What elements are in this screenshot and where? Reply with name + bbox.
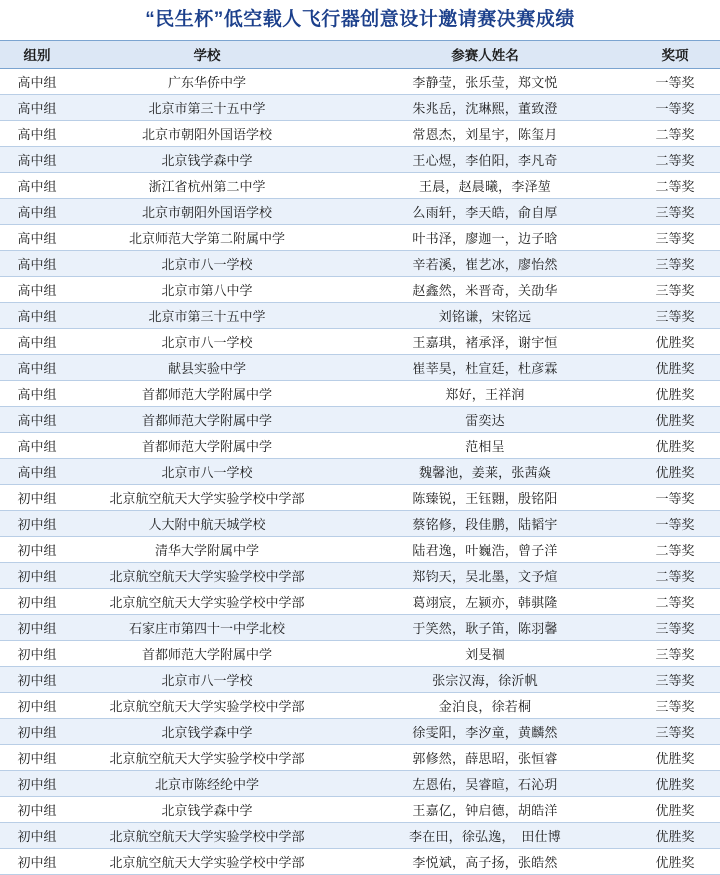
cell-school: 北京市第三十五中学 bbox=[74, 94, 340, 120]
cell-award: 优胜奖 bbox=[630, 380, 720, 406]
cell-award: 三等奖 bbox=[630, 198, 720, 224]
table-row bbox=[0, 224, 720, 250]
cell-names: 赵鑫然，米晋奇，关劭华 bbox=[340, 276, 630, 302]
cell-school: 北京市陈经纶中学 bbox=[74, 770, 340, 796]
cell-group: 初中组 bbox=[0, 848, 74, 874]
table-row bbox=[0, 328, 720, 354]
cell-group: 初中组 bbox=[0, 536, 74, 562]
cell-award: 三等奖 bbox=[630, 276, 720, 302]
cell-award: 二等奖 bbox=[630, 588, 720, 614]
table-row bbox=[0, 146, 720, 172]
cell-group: 高中组 bbox=[0, 198, 74, 224]
cell-school: 北京市第八中学 bbox=[74, 276, 340, 302]
cell-names: 王嘉亿，钟启德，胡皓洋 bbox=[340, 796, 630, 822]
cell-names: 魏馨池，姜莱，张茜焱 bbox=[340, 458, 630, 484]
results-table bbox=[0, 40, 720, 875]
table-row bbox=[0, 536, 720, 562]
cell-award: 二等奖 bbox=[630, 146, 720, 172]
cell-group: 初中组 bbox=[0, 796, 74, 822]
cell-group: 高中组 bbox=[0, 146, 74, 172]
cell-school: 北京市八一学校 bbox=[74, 328, 340, 354]
cell-school: 北京航空航天大学实验学校中学部 bbox=[74, 562, 340, 588]
table-row bbox=[0, 484, 720, 510]
cell-group: 初中组 bbox=[0, 640, 74, 666]
table-body bbox=[0, 68, 720, 874]
cell-school: 首都师范大学附属中学 bbox=[74, 432, 340, 458]
cell-school: 清华大学附属中学 bbox=[74, 536, 340, 562]
cell-award: 三等奖 bbox=[630, 614, 720, 640]
cell-school: 献县实验中学 bbox=[74, 354, 340, 380]
cell-names: 徐雯阳，李汐童，黄麟然 bbox=[340, 718, 630, 744]
cell-school: 北京钱学森中学 bbox=[74, 146, 340, 172]
cell-names: 王心煜，李伯阳，李凡奇 bbox=[340, 146, 630, 172]
table-row bbox=[0, 94, 720, 120]
cell-group: 高中组 bbox=[0, 458, 74, 484]
cell-group: 高中组 bbox=[0, 328, 74, 354]
table-row bbox=[0, 666, 720, 692]
table-row bbox=[0, 692, 720, 718]
cell-group: 高中组 bbox=[0, 250, 74, 276]
table-row bbox=[0, 588, 720, 614]
cell-group: 初中组 bbox=[0, 770, 74, 796]
page-title: “民生杯”低空载人飞行器创意设计邀请赛决赛成绩 bbox=[145, 9, 575, 30]
cell-names: 张宗汉海，徐沂帆 bbox=[340, 666, 630, 692]
table-header-row bbox=[0, 40, 720, 68]
cell-group: 初中组 bbox=[0, 614, 74, 640]
cell-award: 三等奖 bbox=[630, 640, 720, 666]
cell-award: 三等奖 bbox=[630, 302, 720, 328]
cell-school: 人大附中航天城学校 bbox=[74, 510, 340, 536]
table-row bbox=[0, 770, 720, 796]
cell-school: 北京钱学森中学 bbox=[74, 718, 340, 744]
table-row bbox=[0, 68, 720, 94]
cell-names: 叶书泽，廖迦一，边子晗 bbox=[340, 224, 630, 250]
cell-award: 二等奖 bbox=[630, 172, 720, 198]
cell-group: 高中组 bbox=[0, 276, 74, 302]
cell-group: 高中组 bbox=[0, 172, 74, 198]
table-row bbox=[0, 744, 720, 770]
cell-school: 北京航空航天大学实验学校中学部 bbox=[74, 744, 340, 770]
cell-award: 三等奖 bbox=[630, 692, 720, 718]
cell-award: 优胜奖 bbox=[630, 328, 720, 354]
cell-school: 北京市八一学校 bbox=[74, 666, 340, 692]
cell-school: 石家庄市第四十一中学北校 bbox=[74, 614, 340, 640]
cell-names: 崔莘昊，杜宣廷，杜彦霖 bbox=[340, 354, 630, 380]
cell-school: 首都师范大学附属中学 bbox=[74, 380, 340, 406]
cell-award: 优胜奖 bbox=[630, 406, 720, 432]
cell-award: 优胜奖 bbox=[630, 848, 720, 874]
table-row bbox=[0, 406, 720, 432]
cell-award: 优胜奖 bbox=[630, 770, 720, 796]
table-row bbox=[0, 432, 720, 458]
cell-names: 郭修然，薛思昭，张恒睿 bbox=[340, 744, 630, 770]
cell-school: 北京市第三十五中学 bbox=[74, 302, 340, 328]
cell-names: 范相呈 bbox=[340, 432, 630, 458]
cell-award: 优胜奖 bbox=[630, 744, 720, 770]
table-row bbox=[0, 354, 720, 380]
cell-group: 初中组 bbox=[0, 510, 74, 536]
cell-names: 刘旻祻 bbox=[340, 640, 630, 666]
cell-school: 北京航空航天大学实验学校中学部 bbox=[74, 848, 340, 874]
cell-award: 二等奖 bbox=[630, 120, 720, 146]
table-row bbox=[0, 848, 720, 874]
cell-group: 高中组 bbox=[0, 380, 74, 406]
table-header bbox=[0, 40, 720, 68]
cell-group: 初中组 bbox=[0, 484, 74, 510]
cell-award: 二等奖 bbox=[630, 562, 720, 588]
cell-names: 辛若溪，崔艺冰，廖怡然 bbox=[340, 250, 630, 276]
cell-group: 高中组 bbox=[0, 432, 74, 458]
cell-names: 常恩杰，刘星宇，陈玺月 bbox=[340, 120, 630, 146]
cell-names: 郑钧天，吴北墨，文予煊 bbox=[340, 562, 630, 588]
cell-names: 陈臻锐，王钰翾，殷铭阳 bbox=[340, 484, 630, 510]
table-row bbox=[0, 120, 720, 146]
cell-names: 葛翊宸，左颍亦，韩骐隆 bbox=[340, 588, 630, 614]
table-row bbox=[0, 510, 720, 536]
cell-award: 优胜奖 bbox=[630, 796, 720, 822]
cell-school: 北京市朝阳外国语学校 bbox=[74, 120, 340, 146]
cell-school: 浙江省杭州第二中学 bbox=[74, 172, 340, 198]
cell-names: 朱兆岳，沈琳熙，董致澄 bbox=[340, 94, 630, 120]
column-header-names: 参赛人姓名 bbox=[340, 40, 630, 68]
table-row bbox=[0, 250, 720, 276]
cell-names: 蔡铭修，段佳鹏，陆韬宇 bbox=[340, 510, 630, 536]
cell-school: 北京钱学森中学 bbox=[74, 796, 340, 822]
cell-names: 雷奕达 bbox=[340, 406, 630, 432]
cell-school: 北京师范大学第二附属中学 bbox=[74, 224, 340, 250]
cell-names: 么雨轩，李天皓，俞自厚 bbox=[340, 198, 630, 224]
table-row bbox=[0, 198, 720, 224]
cell-award: 优胜奖 bbox=[630, 432, 720, 458]
cell-school: 北京市朝阳外国语学校 bbox=[74, 198, 340, 224]
cell-names: 陆君逸，叶巍浩，曾子洋 bbox=[340, 536, 630, 562]
table-row bbox=[0, 302, 720, 328]
table-row bbox=[0, 640, 720, 666]
cell-school: 广东华侨中学 bbox=[74, 68, 340, 94]
cell-school: 北京航空航天大学实验学校中学部 bbox=[74, 588, 340, 614]
cell-names: 左恩佑，吴睿暄，石沁玥 bbox=[340, 770, 630, 796]
cell-names: 郑好，王祥润 bbox=[340, 380, 630, 406]
cell-award: 优胜奖 bbox=[630, 458, 720, 484]
cell-school: 北京航空航天大学实验学校中学部 bbox=[74, 692, 340, 718]
table-row bbox=[0, 718, 720, 744]
table-row bbox=[0, 796, 720, 822]
cell-names: 李在田，徐弘逸， 田仕博 bbox=[340, 822, 630, 848]
cell-group: 高中组 bbox=[0, 68, 74, 94]
table-row bbox=[0, 380, 720, 406]
cell-school: 首都师范大学附属中学 bbox=[74, 640, 340, 666]
cell-award: 一等奖 bbox=[630, 94, 720, 120]
table-row bbox=[0, 562, 720, 588]
cell-school: 北京航空航天大学实验学校中学部 bbox=[74, 484, 340, 510]
cell-group: 初中组 bbox=[0, 588, 74, 614]
cell-award: 一等奖 bbox=[630, 68, 720, 94]
cell-names: 金泊良，徐若桐 bbox=[340, 692, 630, 718]
cell-award: 优胜奖 bbox=[630, 354, 720, 380]
cell-group: 初中组 bbox=[0, 718, 74, 744]
cell-names: 王嘉琪，褚承泽，谢宇恒 bbox=[340, 328, 630, 354]
cell-group: 高中组 bbox=[0, 120, 74, 146]
cell-school: 北京市八一学校 bbox=[74, 250, 340, 276]
cell-group: 初中组 bbox=[0, 562, 74, 588]
cell-group: 初中组 bbox=[0, 666, 74, 692]
cell-group: 高中组 bbox=[0, 354, 74, 380]
cell-group: 初中组 bbox=[0, 822, 74, 848]
cell-names: 王晨，赵晨曦，李泽堃 bbox=[340, 172, 630, 198]
cell-award: 二等奖 bbox=[630, 536, 720, 562]
cell-names: 李静莹，张乐莹，郑文悦 bbox=[340, 68, 630, 94]
cell-award: 一等奖 bbox=[630, 484, 720, 510]
cell-group: 高中组 bbox=[0, 302, 74, 328]
cell-school: 北京市八一学校 bbox=[74, 458, 340, 484]
cell-names: 于笑然，耿子笛，陈羽馨 bbox=[340, 614, 630, 640]
cell-school: 首都师范大学附属中学 bbox=[74, 406, 340, 432]
cell-names: 李悦斌，高子扬，张皓然 bbox=[340, 848, 630, 874]
column-header-award: 奖项 bbox=[630, 40, 720, 68]
cell-award: 三等奖 bbox=[630, 250, 720, 276]
cell-group: 初中组 bbox=[0, 744, 74, 770]
table-row bbox=[0, 458, 720, 484]
column-header-school: 学校 bbox=[74, 40, 340, 68]
cell-group: 初中组 bbox=[0, 692, 74, 718]
cell-names: 刘铭谦，宋铭远 bbox=[340, 302, 630, 328]
cell-award: 三等奖 bbox=[630, 718, 720, 744]
cell-group: 高中组 bbox=[0, 224, 74, 250]
cell-award: 一等奖 bbox=[630, 510, 720, 536]
table-row bbox=[0, 614, 720, 640]
cell-award: 三等奖 bbox=[630, 224, 720, 250]
table-row bbox=[0, 822, 720, 848]
cell-group: 高中组 bbox=[0, 406, 74, 432]
table-row bbox=[0, 276, 720, 302]
column-header-group: 组别 bbox=[0, 40, 74, 68]
table-row bbox=[0, 172, 720, 198]
cell-award: 三等奖 bbox=[630, 666, 720, 692]
cell-group: 高中组 bbox=[0, 94, 74, 120]
cell-award: 优胜奖 bbox=[630, 822, 720, 848]
cell-school: 北京航空航天大学实验学校中学部 bbox=[74, 822, 340, 848]
